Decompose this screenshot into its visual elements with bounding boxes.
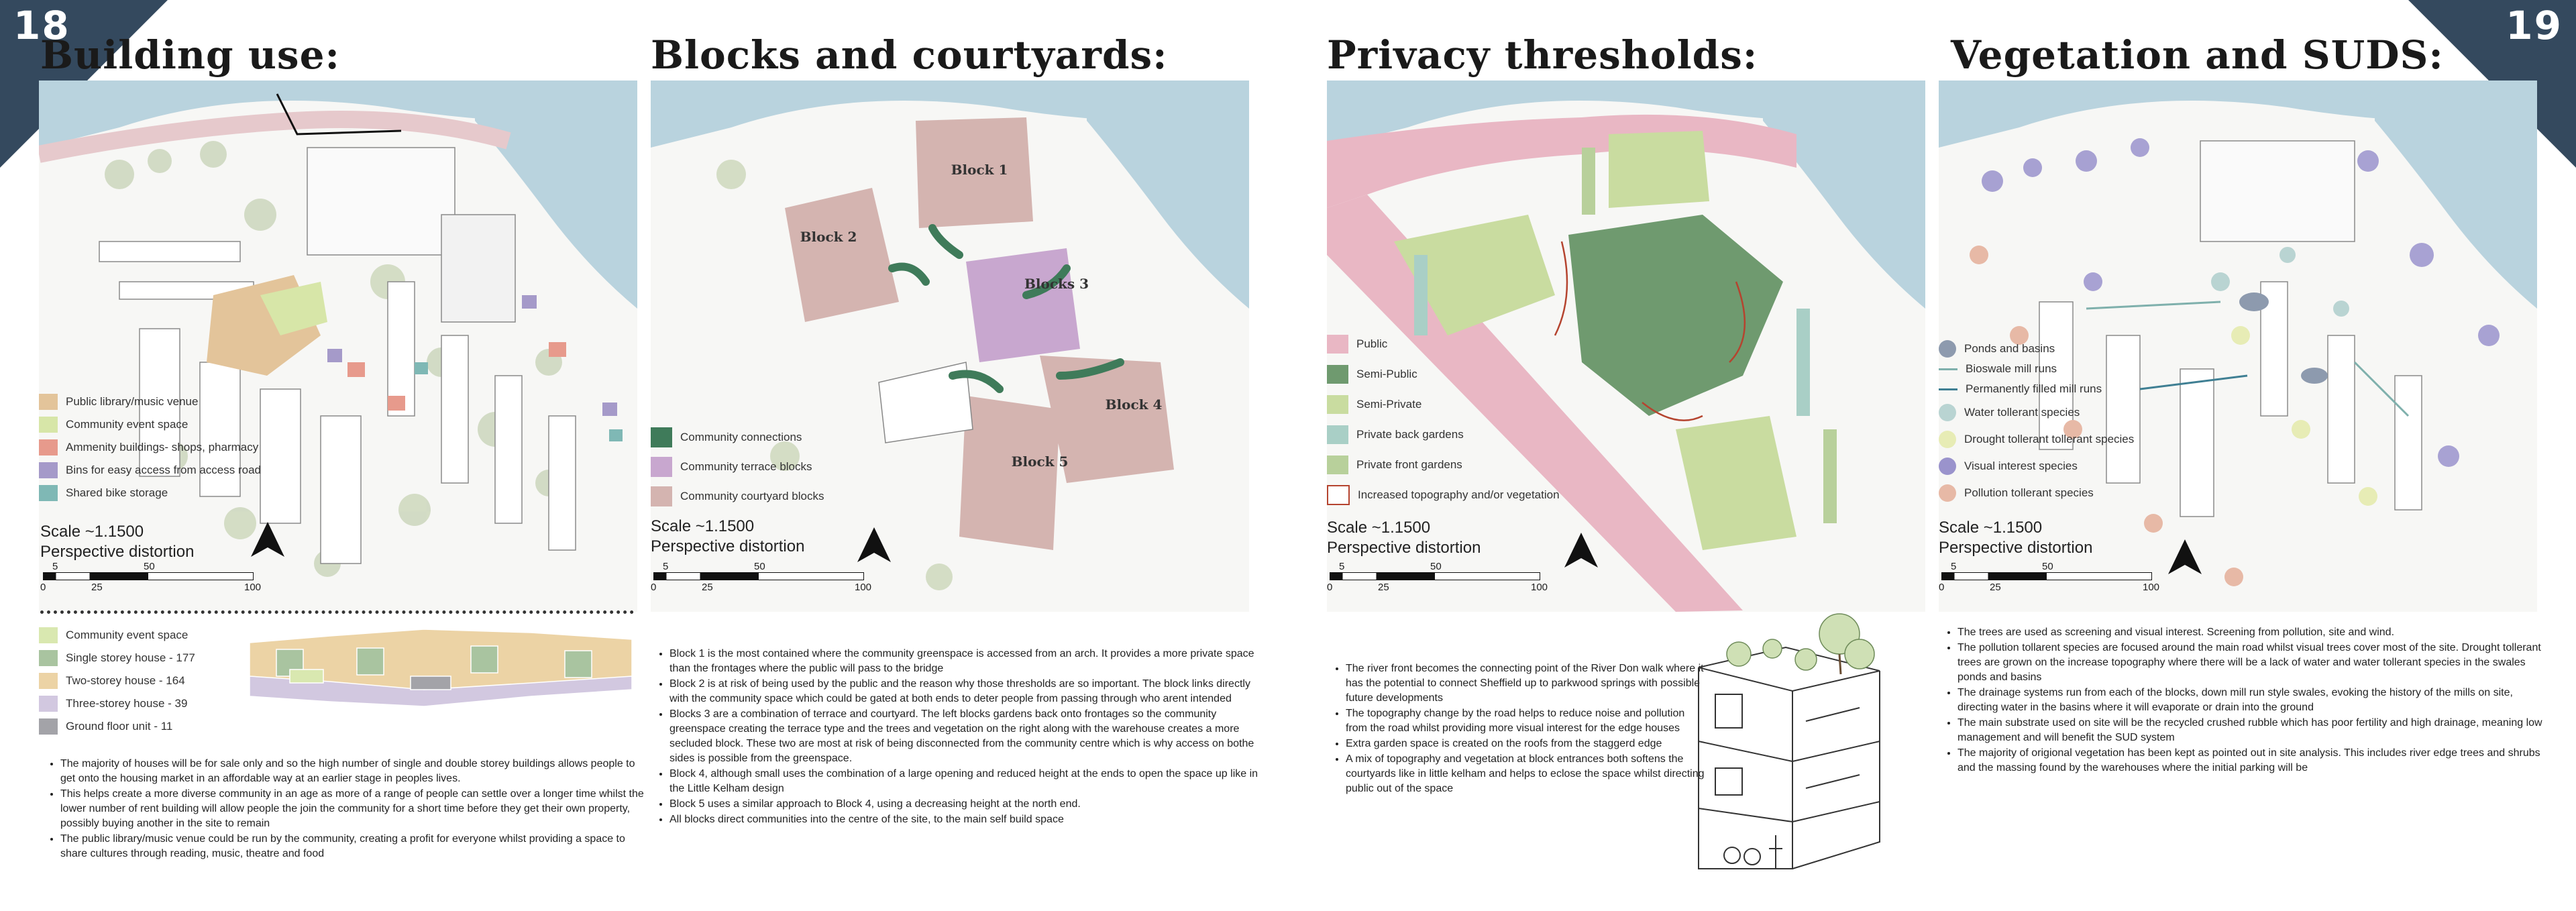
legend-item	[39, 669, 195, 692]
legend-label: Community courtyard blocks	[680, 490, 824, 502]
legend-label: Ponds and basins	[1964, 342, 2055, 355]
legend-building-use	[39, 390, 261, 504]
swatch-water-tolerant	[1939, 404, 1956, 421]
note-item: • The public library/music venue could be run by the community, creating a profit for everyone whilst providing a space to share cultures through reading, music, theatre and food	[60, 832, 651, 861]
legend-item	[39, 413, 261, 436]
swatch-event-space	[39, 417, 58, 433]
scale-bar-graphic	[1330, 572, 1540, 580]
legend-item	[1327, 480, 1560, 510]
scale-tick: 0	[1327, 582, 1333, 593]
legend-item	[651, 423, 824, 452]
north-arrow-icon	[1563, 531, 1599, 569]
legend-label: Community connections	[680, 431, 802, 443]
note-item: • All blocks direct communities into the centre of the site, to the main self build space	[669, 812, 1267, 827]
scale-text-3	[1327, 518, 1481, 558]
legend-item	[39, 624, 195, 647]
legend-item	[1327, 359, 1560, 389]
legend-item	[1939, 480, 2134, 506]
legend-item	[1939, 359, 2134, 379]
scale-tick: 50	[2042, 561, 2053, 572]
swatch-amenity	[39, 439, 58, 455]
legend-privacy	[1327, 329, 1560, 510]
note-item: • The topography change by the road helps to reduce noise and pollution from the road whilst providing more visual interest for the edge houses	[1346, 706, 1708, 736]
legend-label: Bioswale mill runs	[1966, 362, 2057, 375]
scale-label: Scale ~1.1500	[1327, 519, 1431, 537]
scale-bar-graphic	[43, 572, 254, 580]
swatch-semi-public	[1327, 365, 1348, 384]
legend-item	[1327, 329, 1560, 359]
swatch-bins	[39, 462, 58, 478]
scale-tick: 50	[754, 561, 765, 572]
legend-label: Pollution tollerant species	[1964, 486, 2094, 499]
scale-tick: 100	[1531, 582, 1548, 593]
legend-item	[1327, 389, 1560, 419]
swatch-connections	[651, 427, 672, 447]
legend-label: Visual interest species	[1964, 460, 2078, 472]
roof-garden-sketch	[1685, 607, 1886, 875]
scale-text-4	[1939, 518, 2092, 558]
scale-tick: 0	[1939, 582, 1945, 593]
legend-item	[1327, 419, 1560, 449]
page-number-right: 19	[2506, 3, 2563, 48]
legend-label: Water tollerant species	[1964, 406, 2080, 419]
block-4-label: Block 4	[1105, 396, 1163, 413]
note-item: • The main substrate used on site will be the recycled crushed rubble which has poor fertility and high drainage, meaning low management and will benefit the SUD system	[1957, 716, 2548, 745]
note-item: • The majority of houses will be for sale only and so the high number of single and double storey buildings allows people to get onto the housing market in an affordable way at an earlier stage in peoples lives.	[60, 757, 651, 786]
scale-text-1	[40, 522, 194, 562]
swatch-terrace-blocks	[651, 457, 672, 477]
legend-label: Drought tollerant tollerant species	[1964, 433, 2135, 445]
scale-note: Perspective distortion	[1939, 539, 2093, 557]
page-number-left: 18	[13, 3, 70, 48]
swatch-bioswale	[1939, 368, 1957, 370]
legend-item	[39, 715, 195, 738]
swatch-library	[39, 394, 58, 410]
swatch-bike-storage	[39, 485, 58, 501]
swatch-courtyard-blocks	[651, 486, 672, 506]
scale-bar-1	[40, 561, 264, 594]
scale-bar-4	[1941, 561, 2163, 594]
north-arrow-icon	[250, 521, 286, 558]
scale-tick: 5	[1951, 561, 1957, 572]
legend-label: Semi-Private	[1356, 397, 1422, 411]
scale-tick: 25	[1378, 582, 1389, 593]
note-item: • This helps create a more diverse community in an age as more of a range of people can settle over a longer time whilst the lower number of rent building will allow people the join the community for a short time before they get their own property, possibly buying another in the site to remain	[60, 787, 651, 831]
legend-label: Private front gardens	[1356, 458, 1462, 471]
legend-housing	[39, 624, 195, 738]
legend-label: Two-storey house - 164	[66, 674, 185, 687]
scale-tick: 50	[144, 561, 155, 572]
legend-label: Community event space	[66, 418, 189, 431]
legend-item	[1939, 339, 2134, 359]
legend-label: Public library/music venue	[66, 395, 199, 408]
title-privacy-thresholds: Privacy thresholds:	[1327, 32, 1758, 78]
legend-label: Public	[1356, 337, 1388, 350]
swatch-front-gardens	[1327, 455, 1348, 474]
swatch-public	[1327, 335, 1348, 354]
legend-label: Ammenity buildings- shops, pharmacy	[66, 441, 259, 453]
legend-item	[1939, 399, 2134, 426]
title-vegetation-suds: Vegetation and SUDS:	[1951, 32, 2444, 78]
legend-label: Bins for easy access from access road	[66, 464, 262, 476]
swatch-single-storey	[39, 650, 58, 666]
vegetation-notes	[1939, 625, 2548, 776]
scale-tick: 100	[2143, 582, 2160, 593]
blocks-notes	[651, 647, 1267, 828]
block-5-label: Block 5	[1011, 453, 1069, 470]
swatch-three-storey	[39, 696, 58, 712]
note-item: • A mix of topography and vegetation at block entrances both softens the courtyards like in little kelham and helps to eclose the space whilst directing public out of the space	[1346, 752, 1708, 796]
scale-note: Perspective distortion	[651, 537, 805, 555]
legend-item	[1939, 379, 2134, 399]
legend-item	[1327, 449, 1560, 480]
legend-item	[39, 390, 261, 413]
legend-blocks	[651, 423, 824, 511]
legend-item	[1939, 426, 2134, 453]
legend-item	[39, 459, 261, 482]
scale-tick: 5	[1339, 561, 1345, 572]
note-item: • Blocks 3 are a combination of terrace and courtyard. The left blocks gardens back onto frontages so the community greenspace creating the terrace type and the trees and vegetation on the right along with the warehouse creates a more secluded block. These two are most at risk of being disconnected from the community centre which is why access on bothe sides is possible from the greenspace.	[669, 707, 1267, 766]
scale-tick: 25	[702, 582, 713, 593]
scale-tick: 0	[40, 582, 46, 593]
title-blocks-courtyards: Blocks and courtyards:	[651, 32, 1168, 78]
title-building-use: Building use:	[40, 32, 340, 78]
building-use-notes	[42, 757, 651, 862]
block-3-label: Blocks 3	[1024, 276, 1089, 292]
scale-label: Scale ~1.1500	[40, 523, 144, 541]
housing-massing-diagram	[250, 616, 632, 716]
scale-bar-3	[1327, 561, 1551, 594]
note-item: • The majority of origional vegetation has been kept as pointed out in site analysis. This includes river edge trees and shrubs and the massing found by the warehouses where the initial parking will be	[1957, 746, 2548, 775]
note-item: • Block 4, although small uses the combination of a large opening and reduced height at the ends to open the space up like in the Little Kelham design	[669, 767, 1267, 796]
swatch-ground-floor	[39, 718, 58, 735]
scale-tick: 25	[1990, 582, 2001, 593]
north-arrow-icon	[856, 526, 892, 564]
note-item: • Extra garden space is created on the roofs from the staggerd edge	[1346, 737, 1708, 751]
scale-tick: 5	[663, 561, 669, 572]
legend-item	[39, 692, 195, 715]
swatch-visual-interest	[1939, 458, 1956, 475]
swatch-two-storey	[39, 673, 58, 689]
scale-note: Perspective distortion	[40, 543, 195, 561]
scale-bar-graphic	[1941, 572, 2152, 580]
legend-vegetation	[1939, 339, 2134, 506]
legend-item	[39, 482, 261, 504]
note-item: • The trees are used as screening and visual interest. Screening from pollution, site and wind.	[1957, 625, 2548, 640]
note-item: • Block 1 is the most contained where the community greenspace is accessed from an arch. It provides a more private space than the frontages where the public will pass to the bridge	[669, 647, 1267, 676]
scale-bar-graphic	[653, 572, 864, 580]
legend-label: Private back gardens	[1356, 427, 1464, 441]
north-arrow-icon	[2167, 538, 2203, 576]
scale-label: Scale ~1.1500	[1939, 519, 2043, 537]
note-item: • The river front becomes the connecting point of the River Don walk where it has the potential to connect Sheffield up to parkwood springs with possible future developments	[1346, 661, 1708, 706]
scale-tick: 100	[855, 582, 872, 593]
privacy-notes	[1327, 661, 1708, 797]
scale-bar-2	[653, 561, 875, 594]
swatch-drought-tolerant	[1939, 431, 1956, 448]
scale-text-2	[651, 517, 804, 557]
swatch-event-space	[39, 627, 58, 643]
swatch-ponds	[1939, 340, 1956, 358]
legend-item	[39, 436, 261, 459]
legend-label: Increased topography and/or vegetation	[1358, 488, 1560, 501]
note-item: • The drainage systems run from each of the blocks, down mill run style swales, evoking the history of the mills on site, directing water in the basins where it will evaporate or drain into the ground	[1957, 686, 2548, 715]
scale-tick: 0	[651, 582, 657, 593]
note-item: • Block 2 is at risk of being used by the public and the reason why those thresholds are so important. The block links directly with the community space which could be gated at both ends to deter people from passing through who arent intended	[669, 677, 1267, 706]
scale-tick: 5	[52, 561, 58, 572]
legend-label: Three-storey house - 39	[66, 697, 188, 710]
swatch-topography	[1327, 485, 1350, 505]
legend-item	[1939, 453, 2134, 480]
note-item: • Block 5 uses a similar approach to Block 4, using a decreasing height at the north end.	[669, 797, 1267, 812]
block-2-label: Block 2	[800, 229, 857, 245]
swatch-pollution-tolerant	[1939, 484, 1956, 502]
note-item: • The pollution tollarent species are focused around the main road whilst visual trees cover most of the site. Drought tollerant trees are grown on the increase topography where there will be a lack of water and water tollerant species in the swales ponds and basins	[1957, 641, 2548, 685]
legend-item	[39, 647, 195, 669]
legend-label: Permanently filled mill runs	[1966, 382, 2102, 395]
legend-label: Ground floor unit - 11	[66, 720, 173, 733]
legend-label: Semi-Public	[1356, 367, 1417, 380]
swatch-semi-private	[1327, 395, 1348, 414]
scale-label: Scale ~1.1500	[651, 517, 755, 535]
legend-item	[651, 482, 824, 511]
scale-tick: 50	[1430, 561, 1442, 572]
scale-note: Perspective distortion	[1327, 539, 1481, 557]
dotted-divider	[40, 610, 634, 614]
block-1-label: Block 1	[951, 162, 1008, 178]
swatch-mill-runs	[1939, 388, 1957, 390]
scale-tick: 100	[244, 582, 262, 593]
legend-item	[651, 452, 824, 482]
swatch-back-gardens	[1327, 425, 1348, 444]
legend-label: Community terrace blocks	[680, 460, 812, 473]
legend-label: Community event space	[66, 629, 189, 641]
legend-label: Shared bike storage	[66, 486, 168, 499]
scale-tick: 25	[91, 582, 103, 593]
legend-label: Single storey house - 177	[66, 651, 195, 664]
